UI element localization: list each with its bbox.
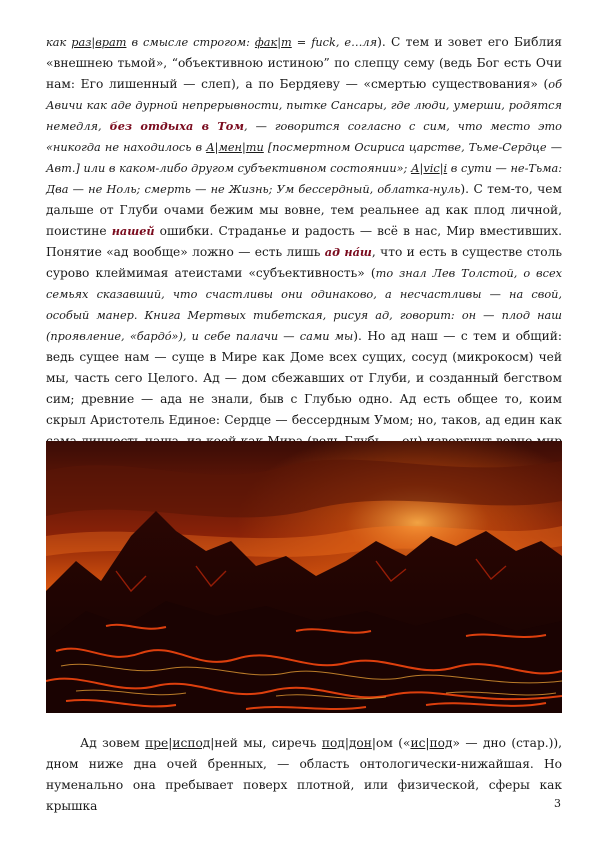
text-fragment: ошибки. Страданье и радость — всё в нас, Мир вместивших. Понятие «ад вообще» ложно — есть лишь bbox=[46, 224, 562, 259]
text-fragment: ). С тем и зовет его Библия «внешнею тьмой», “объективною истиною” по слепцу сему (ведь Бог есть Очи нам: Его лишенный — слеп), а по Бердяеву — «смертью существования» ( bbox=[46, 35, 563, 91]
italic-fragment: как раз|врат в смысле строгом: фак|т = fuck, е…ля bbox=[46, 36, 378, 49]
italic-fragment: то знал Лев Толстой, о всех семьях сказавший, что счастливы они одинаково, а несчастливы — на свой, особый манер. Книга Мертвых тибетская, рисуя ад, говорит: он — плод наш (проявление, «бардо́»), и себе палачи — сами мы bbox=[46, 267, 562, 343]
body-text bbox=[46, 32, 562, 473]
paragraph-2: Ад зовем пре|испод|ней мы, сиречь под|дон|ом («ис|под» — дно (стар.)), дном ниже дна очей бренных, — область онтологически-нижайшая. Но нуменально она пребывает поверх плотной, или физической, сферы как крышка bbox=[46, 736, 562, 813]
emphasis-red: ад на́ш bbox=[324, 245, 372, 259]
italic-fragment: об Авичи как аде дурной непрерывности, пытке Сансары, где люди, умерши, родятся немедля, bbox=[46, 78, 562, 133]
text-fragment: ). С тем-то, чем дальше от Глуби очами бежим мы вовне, тем реальнее ад как плод личной, поистине bbox=[46, 182, 562, 238]
italic-fragment: , — говорится согласно с сим, что место это «никогда не находилось в А|мен|ти [посмертном Осириса царстве, Тьме-Сердце — Авт.] или в каком-либо другом субъективном состоянии»; А|vic|i в сути — не-Тьма: Два — не Ноль; смерть — не Жизнь; Ум бессердный, облатка-нуль bbox=[46, 120, 563, 196]
text-fragment: , что и есть в существе столь сурово клеймимая атеистами «субъективность» ( bbox=[46, 245, 563, 280]
hell-landscape-image bbox=[46, 441, 562, 713]
emphasis-red: нашей bbox=[111, 224, 155, 238]
paragraph-1 bbox=[46, 32, 562, 473]
emphasis-red: без отдыха в Том bbox=[109, 119, 245, 133]
lava-landscape-illustration bbox=[46, 441, 562, 713]
text-fragment: ). Но ад наш — с тем и общий: ведь сущее нам — суще в Мире как Доме всех сущих, сосуд (микрокосм) чей мы, часть сего Целого. Ад — дом сбежавших от Глуби, и созданный бегством сим; древние — ада не знали, быв с Глубью одно. Ад есть общее то, коим скрыл Аристотель Единое: Сердце — бессердным Умом; но, таков, ад един как bbox=[46, 329, 562, 427]
page-number: 3 bbox=[554, 797, 561, 810]
body-text-continued bbox=[46, 733, 562, 817]
